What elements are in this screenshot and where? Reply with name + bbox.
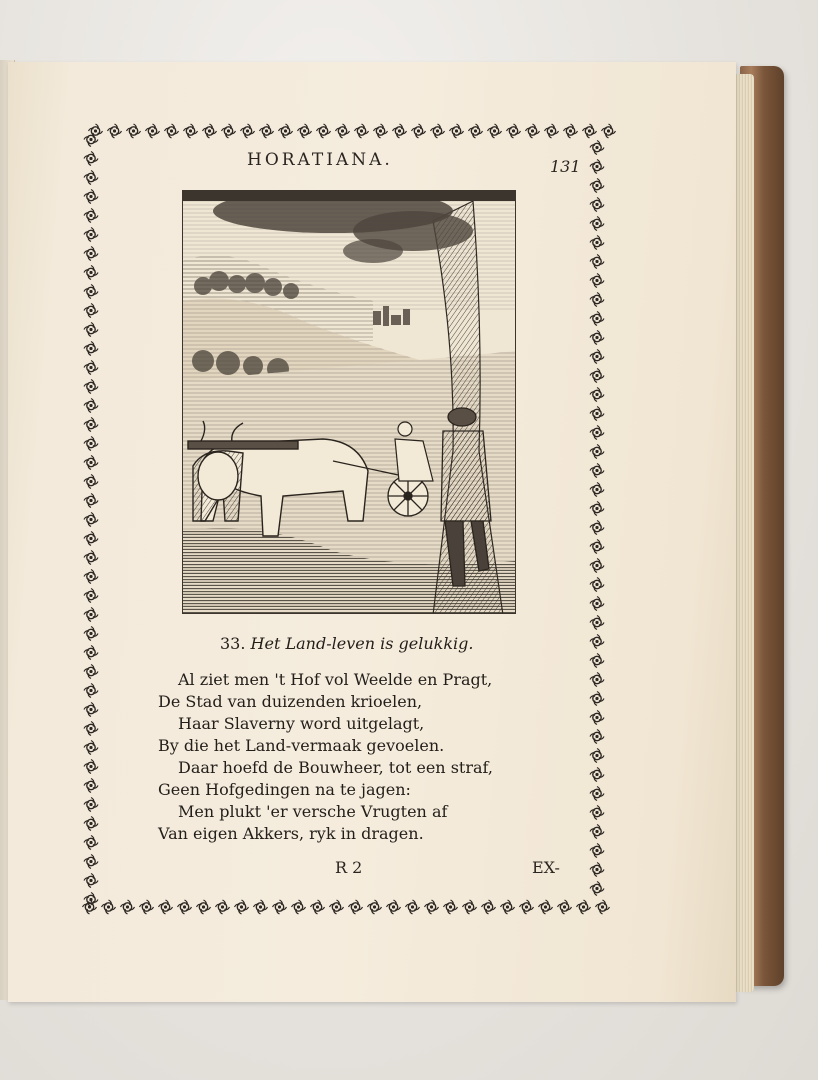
plate-caption [220,634,473,653]
verse-line: Men plukt 'er versche Vrugten af [178,802,448,821]
verse-line: Haar Slaverny word uitgelagt, [178,714,425,733]
caption-title: Het Land-leven is gelukkig. [250,634,474,653]
signature-mark: R 2 [335,858,363,877]
running-head: HORATIANA. [247,150,393,170]
verse-line: By die het Land-vermaak gevoelen. [158,736,445,755]
border-right [586,138,608,898]
border-bottom [80,896,610,918]
engraving-illustration [182,190,516,614]
caption-number: 33. [220,634,246,653]
border-left [80,130,102,910]
engraving-artwork [183,191,516,614]
page-number: 131 [550,157,581,176]
verse-line: Al ziet men 't Hof vol Weelde en Pragt, [178,670,493,689]
catchword: EX- [532,858,560,877]
verse-line: Geen Hofgedingen na te jagen: [158,780,411,799]
border-top [86,120,618,142]
verse-line: De Stad van duizenden krioelen, [158,692,423,711]
verse-line: Daar hoefd de Bouwheer, tot een straf, [178,758,493,777]
verse-line: Van eigen Akkers, ryk in dragen. [158,824,424,843]
